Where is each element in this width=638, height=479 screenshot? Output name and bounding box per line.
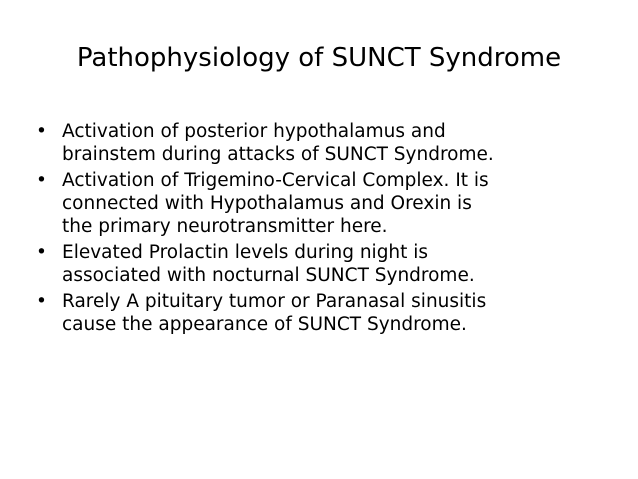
bullet-icon: • [36, 121, 47, 142]
bullet-text-line: brainstem during attacks of SUNCT Syndrome. [62, 144, 494, 165]
bullet-text-line: connected with Hypothalamus and Orexin is [62, 193, 472, 214]
bullet-text-line: associated with nocturnal SUNCT Syndrome. [62, 265, 475, 286]
bullet-icon: • [36, 242, 47, 263]
bullet-text-line: Rarely A pituitary tumor or Paranasal sinusitis [62, 291, 487, 312]
bullet-icon: • [36, 291, 47, 312]
bullet-item [36, 120, 606, 166]
bullet-item [36, 169, 606, 238]
bullet-list [36, 120, 606, 339]
bullet-text-line: cause the appearance of SUNCT Syndrome. [62, 314, 467, 335]
bullet-item [36, 290, 606, 336]
bullet-text-line: the primary neurotransmitter here. [62, 216, 388, 237]
bullet-text-line: Elevated Prolactin levels during night is [62, 242, 429, 263]
bullet-text-line: Activation of Trigemino-Cervical Complex. It is [62, 170, 489, 191]
bullet-item [36, 241, 606, 287]
bullet-icon: • [36, 170, 47, 191]
bullet-text-line: Activation of posterior hypothalamus and [62, 121, 446, 142]
slide-title: Pathophysiology of SUNCT Syndrome [76, 43, 562, 73]
